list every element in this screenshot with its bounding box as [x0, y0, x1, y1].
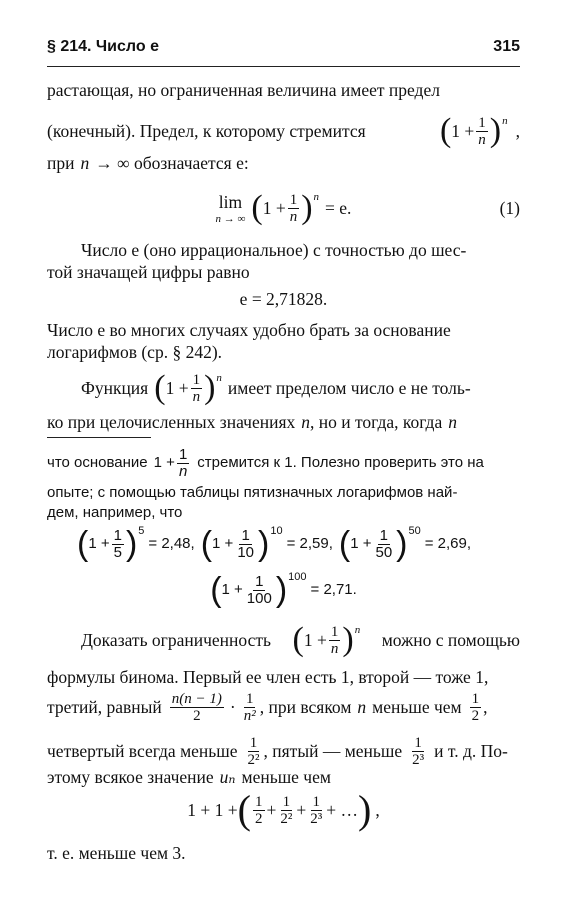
lim-operator: [216, 191, 246, 225]
p5-text5b: меньше чем: [241, 767, 331, 787]
page-number: 315: [493, 38, 520, 55]
ex2-den: 10: [237, 543, 254, 561]
ex4-val: = 2,71.: [310, 581, 357, 598]
p1-text3a: при: [47, 153, 75, 173]
fn-line1: что основание 1 + $\frac{1}{n}$ стремится к 1. Полезно проверить это на: [47, 445, 484, 480]
p2-text2: той значащей цифры равно: [47, 262, 250, 282]
expr-one-plus-one-over-n: ( 1 + $\frac{1}{n}$ ) n ,: [439, 112, 520, 149]
header-rule: [47, 66, 520, 67]
paren-left: (: [439, 112, 452, 149]
p1-text3b: → ∞ обозначается e:: [95, 153, 249, 173]
var-n: n: [448, 412, 457, 432]
p5-text3c: меньше чем: [372, 697, 462, 717]
p5-text2: формулы бинома. Первый ее член есть 1, второй — тоже 1,: [47, 667, 489, 687]
paren-right: ): [489, 112, 502, 149]
p2-line2: [47, 261, 520, 283]
p5-line3: третий, равный $\frac{n(n - 1)}{2}$ · $\frac{1}{\text{n²}}$ , при всяком n меньше чем $\frac{1}{2}$ ,: [47, 690, 488, 724]
p5-text4c: и т. д. По-: [434, 741, 508, 761]
ex3-val: = 2,69,: [424, 535, 472, 552]
sum-den1: 2: [255, 810, 263, 827]
ex2-val: = 2,59,: [286, 535, 333, 552]
fn-text3: дем, например, что: [47, 504, 183, 521]
ex2-pow: 10: [270, 525, 283, 537]
p5-last-text: т. е. меньше чем 3.: [47, 843, 186, 863]
page-header: [47, 38, 520, 56]
fn-line2: [47, 482, 520, 504]
frac-den: 2: [193, 707, 201, 724]
fn-text1a: что основание: [47, 454, 148, 471]
var-un: uₙ: [219, 767, 236, 787]
eq1-rhs: = e.: [325, 198, 352, 218]
sum-den2: 2²: [280, 810, 293, 827]
sum-tail: + …: [326, 800, 358, 820]
var-n: n: [301, 412, 310, 432]
p4-line1: Функция ( 1 + $\frac{1}{n}$ ) n имеет пределом число e не толь-: [81, 369, 471, 406]
p5-line1: Доказать ограниченность ( 1 + $\frac{1}{n}$ ) n можно с помощью: [81, 621, 520, 658]
sum-den3: 2³: [310, 810, 323, 827]
p2-line1: [47, 239, 520, 261]
ex4-pow: 100: [288, 571, 307, 583]
p4-text1a: Функция: [81, 378, 149, 398]
ex1-den: 5: [113, 543, 122, 561]
equation-1: lim n → ∞ ( 1 + $\frac{1}{n}$ ) n = e. (1): [215, 189, 520, 226]
p5-text4a: четвертый всегда меньше: [47, 741, 238, 761]
fn-line3: [47, 502, 520, 524]
p1-line3: [47, 152, 520, 174]
p2-text1: Число e (оно иррациональное) с точностью до шес-: [81, 240, 467, 260]
fn-examples-row2: ( 1 + $\frac{1}{100}$ ) 100 = 2,71.: [47, 570, 520, 610]
p1-line1: [47, 79, 520, 101]
p5-line5: [47, 766, 520, 788]
p5-text4b: , пятый — меньше: [263, 741, 403, 761]
fn-examples-row1: ( 1 + $\frac{1}{5}$ ) 5 = 2,48, ( 1 + $\frac{1}{10}$ ) 10 = 2,59, ( 1 + $\frac{1}{50}$ ) 50 = 2,69,: [47, 524, 520, 564]
p5-text3b: , при всяком: [259, 697, 352, 717]
frac-num: n(n − 1): [171, 690, 222, 707]
e-value: [47, 288, 520, 310]
section-title: § 214. Число e: [47, 38, 159, 55]
p5-comma: ,: [483, 697, 488, 717]
sum-comma: ,: [375, 800, 380, 820]
p5-line4: четвертый всегда меньше $\frac{1}{\text{2²}}$ , пятый — меньше $\frac{1}{\text{2³}}$ и т. д. По-: [47, 734, 508, 768]
ex3-pow: 50: [408, 525, 421, 537]
p3-text1: Число e во многих случаях удобно брать за основание: [47, 320, 451, 340]
ex1-pow: 5: [138, 525, 145, 537]
frac-den-2sq: 2²: [247, 751, 260, 768]
fn-text1b: стремится к 1. Полезно проверить это на: [197, 454, 484, 471]
e-value-text: e = 2,71828.: [239, 289, 328, 309]
lim-subscript: n → ∞: [215, 213, 246, 225]
var-n: n: [357, 697, 367, 717]
p5-text3a: третий, равный: [47, 697, 162, 717]
p1-comma: ,: [515, 121, 520, 141]
sum-expression: 1 + 1 + ( $\frac{1}{2}$ + $\frac{1}{\text{2²}}$ + $\frac{1}{\text{2³}}$ + … ) ,: [187, 787, 380, 832]
fn-text2: опыте; с помощью таблицы пятизначных логарифмов най-: [47, 484, 458, 501]
dot: ·: [229, 697, 236, 717]
p5-last-line: [47, 842, 520, 864]
p4-text2a: ко при целочисленных значениях: [47, 412, 296, 432]
p5-line2: [47, 666, 520, 688]
p4-line2: [47, 411, 520, 433]
lim-text: lim: [218, 192, 243, 212]
p5-text1a: Доказать ограниченность: [81, 630, 271, 650]
p5-text1b: можно с помощью: [381, 630, 520, 650]
p3-text2: логарифмов (ср. § 242).: [47, 342, 223, 362]
equation-number: (1): [499, 198, 520, 218]
p1-text1: растающая, но ограниченная величина имеет предел: [47, 80, 440, 100]
footnote-rule: [47, 437, 151, 438]
fraction: $\frac{1}{n}$: [478, 114, 486, 148]
p1-text2: (конечный). Предел, к которому стремится: [47, 121, 366, 141]
frac-den2: n²: [243, 707, 256, 724]
p5-text5a: этому всякое значение: [47, 767, 214, 787]
p4-text1b: имеет пределом число e не толь-: [227, 378, 471, 398]
p3-line2: [47, 341, 520, 363]
ex4-den: 100: [246, 589, 272, 607]
sum-lead: 1 + 1 +: [187, 800, 238, 820]
ex1-val: = 2,48,: [148, 535, 195, 552]
p1-line2: [47, 114, 520, 148]
ex3-den: 50: [375, 543, 393, 561]
var-n: n: [80, 153, 90, 173]
frac-den-2cube: 2³: [412, 751, 425, 768]
p3-line1: [47, 319, 520, 341]
p4-text2b: , но и тогда, когда: [310, 412, 443, 432]
